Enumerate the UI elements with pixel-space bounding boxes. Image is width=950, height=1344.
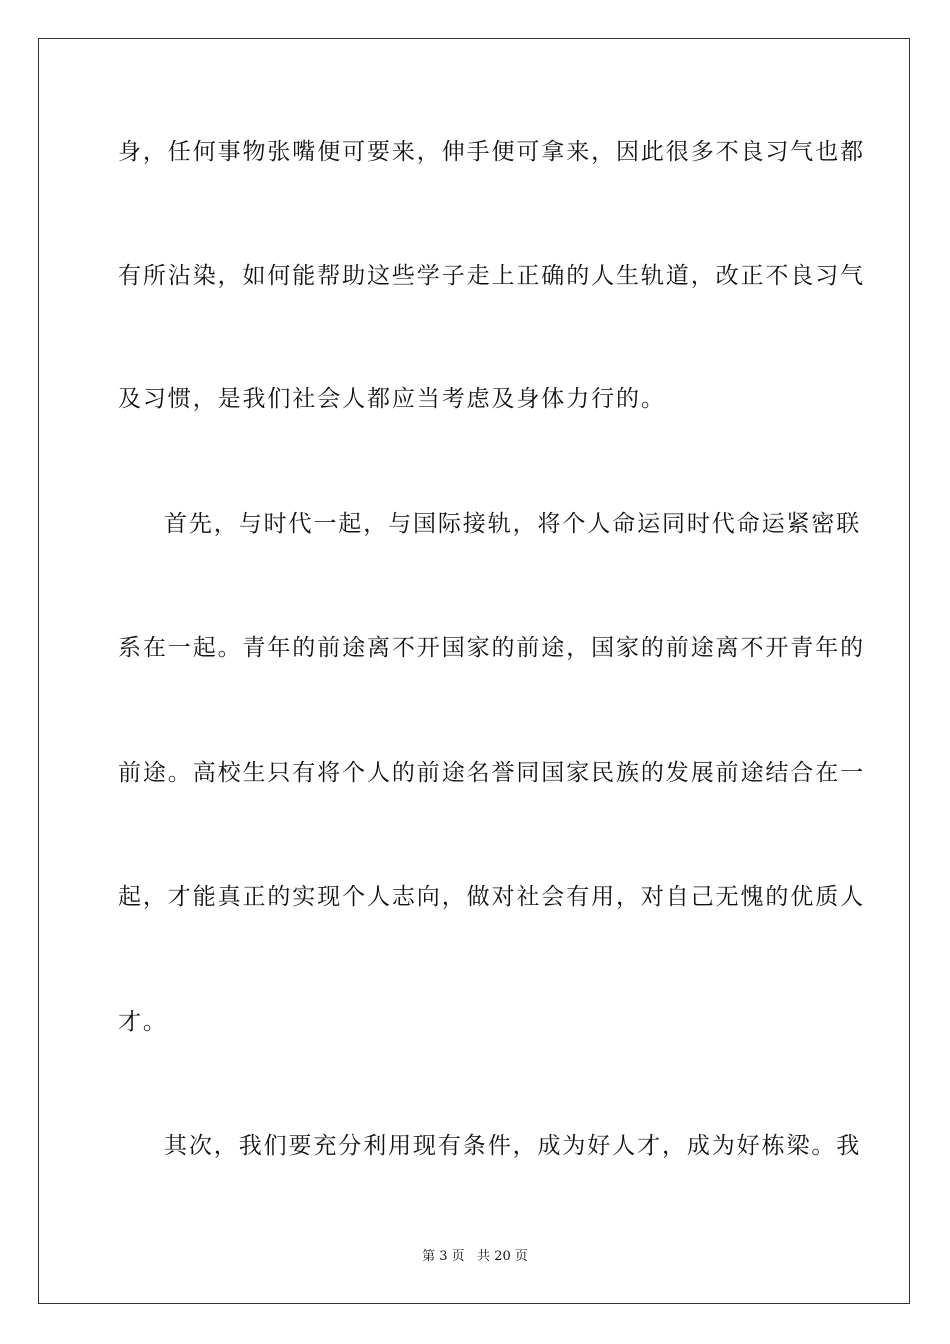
paragraph-first-line: 其次，我们要充分利用现有条件，成为好人才，成为好栋梁。我 — [164, 1133, 862, 1159]
page-border — [38, 38, 910, 1304]
text-line: 才。 — [118, 1009, 168, 1035]
paragraph-first-line: 首先，与时代一起，与国际接轨，将个人命运同时代命运紧密联 — [164, 511, 862, 537]
text-line: 有所沾染，如何能帮助这些学子走上正确的人生轨道，改正不良习气 — [118, 263, 865, 289]
text-line: 前途。高校生只有将个人的前途名誉同国家民族的发展前途结合在一 — [118, 760, 865, 786]
text-line: 起，才能真正的实现个人志向，做对社会有用，对自己无愧的优质人 — [118, 884, 865, 910]
text-line: 系在一起。青年的前途离不开国家的前途，国家的前途离不开青年的 — [118, 635, 865, 661]
text-line: 身，任何事物张嘴便可要来，伸手便可拿来，因此很多不良习气也都 — [118, 139, 865, 165]
page-number-footer: 第 3 页 共 20 页 — [422, 1249, 528, 1264]
text-line: 及习惯，是我们社会人都应当考虑及身体力行的。 — [118, 386, 666, 412]
